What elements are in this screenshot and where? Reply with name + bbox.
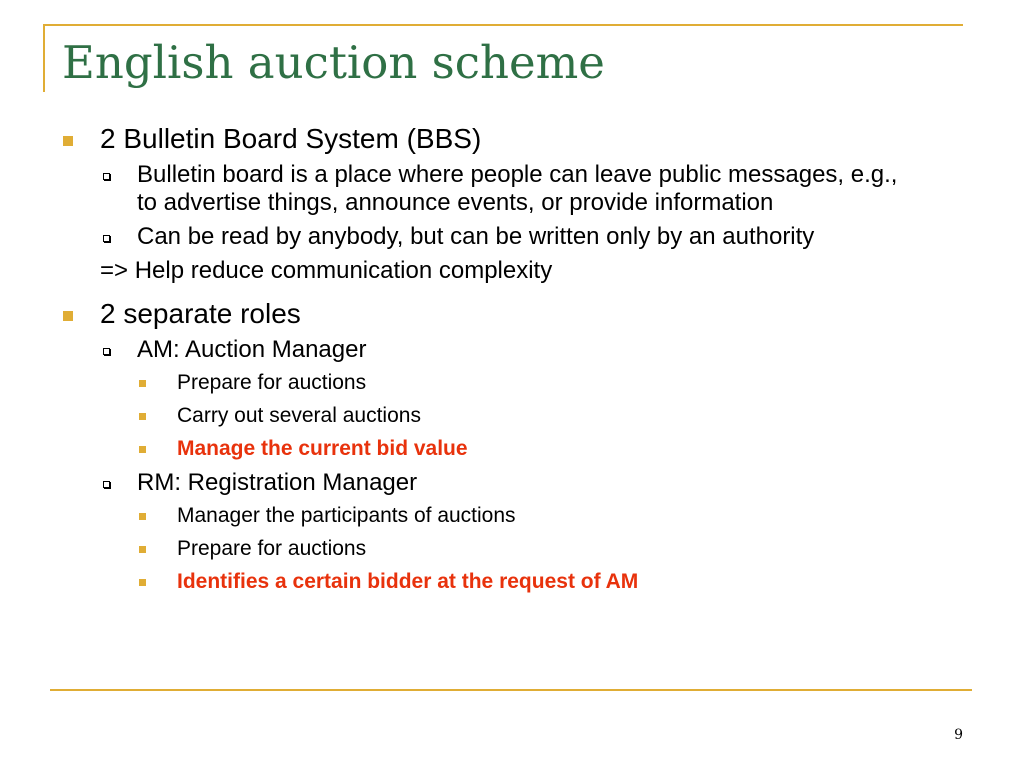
slide-content [0, 122, 1024, 602]
am-item [0, 403, 1024, 429]
sub-bullet-text: Can be read by anybody, but can be written only by an authority [137, 223, 815, 250]
sub-bullet-rm [0, 469, 1024, 497]
rm-item [0, 503, 1024, 529]
square-bullet-icon [63, 311, 73, 321]
page-number: 9 [954, 727, 963, 743]
hollow-square-bullet-icon [103, 348, 110, 355]
rm-item-text: Manager the participants of auctions [177, 504, 516, 527]
square-bullet-icon [139, 413, 146, 420]
bullet-bbs [0, 122, 1024, 155]
slide-title: English auction scheme [62, 36, 605, 89]
sub-bullet-bbs-access [0, 223, 1024, 251]
sub-bullet-bbs-definition [0, 161, 1024, 217]
hollow-square-bullet-icon [103, 481, 110, 488]
rm-item [0, 536, 1024, 562]
hollow-square-bullet-icon [103, 235, 110, 242]
am-item-text: Carry out several auctions [177, 404, 421, 427]
bullet-text: 2 separate roles [100, 298, 301, 329]
square-bullet-icon [63, 136, 73, 146]
footer-divider [50, 689, 972, 691]
am-item-highlighted [0, 436, 1024, 462]
square-bullet-icon [139, 546, 146, 553]
am-item-text: Manage the current bid value [177, 437, 468, 460]
square-bullet-icon [139, 380, 146, 387]
sub-bullet-text: AM: Auction Manager [137, 336, 367, 363]
hollow-square-bullet-icon [103, 173, 110, 180]
frame-left-line [43, 24, 45, 92]
square-bullet-icon [139, 446, 146, 453]
bullet-text: 2 Bulletin Board System (BBS) [100, 123, 482, 154]
bullet-roles [0, 297, 1024, 330]
square-bullet-icon [139, 579, 146, 586]
rm-item-text: Prepare for auctions [177, 537, 367, 560]
rm-item-text: Identifies a certain bidder at the request of AM [177, 570, 639, 593]
square-bullet-icon [139, 513, 146, 520]
sub-bullet-text: Bulletin board is a place where people can leave public messages, e.g., to advertise things, announce events, or provide information [137, 161, 898, 216]
frame-top-line [43, 24, 963, 26]
am-item [0, 370, 1024, 396]
bbs-conclusion: => Help reduce communication complexity [100, 257, 553, 284]
sub-bullet-am [0, 336, 1024, 364]
am-item-text: Prepare for auctions [177, 371, 367, 394]
sub-bullet-text: RM: Registration Manager [137, 469, 418, 496]
rm-item-highlighted [0, 569, 1024, 595]
